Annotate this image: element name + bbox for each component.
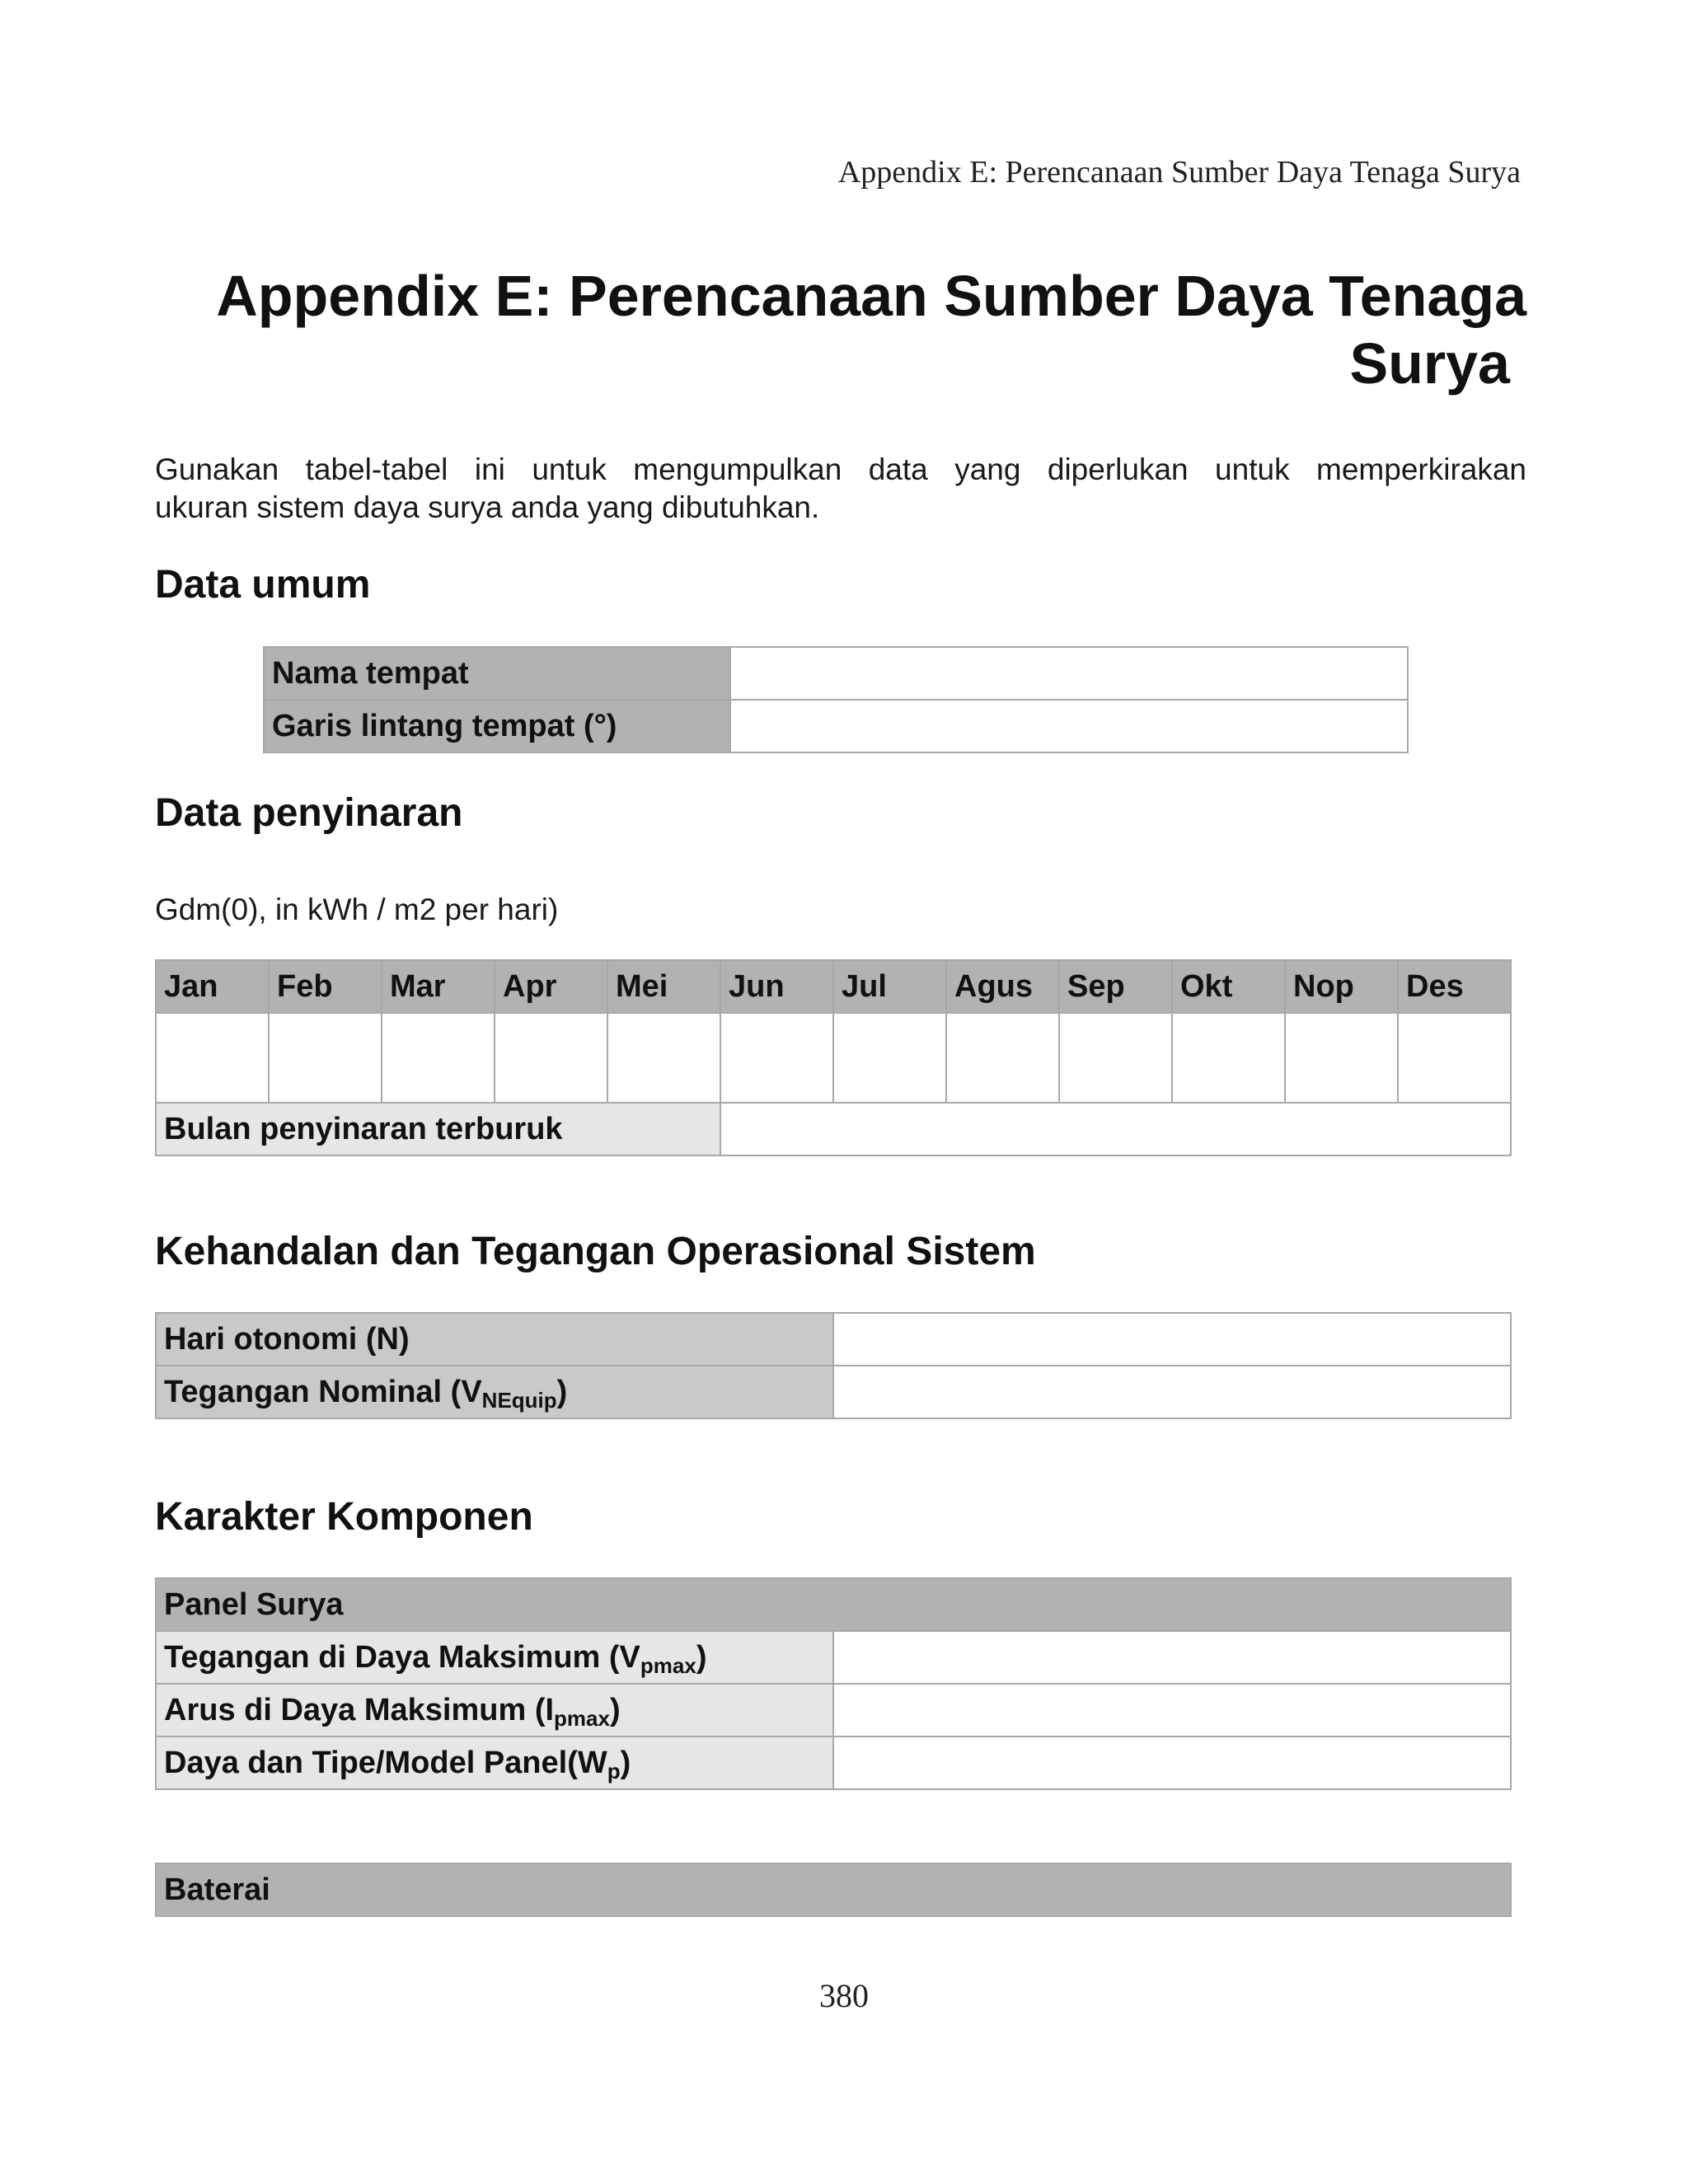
month-value-field[interactable] <box>946 1013 1059 1103</box>
month-header: Apr <box>495 960 607 1013</box>
arus-ipmax-label <box>156 1684 833 1736</box>
section-heading-data-penyinaran: Data penyinaran <box>155 791 463 835</box>
page-number: 380 <box>819 1977 869 2014</box>
table-row <box>156 1684 1511 1736</box>
month-value-field[interactable] <box>1398 1013 1511 1103</box>
label-text: ) <box>609 1692 621 1727</box>
worst-month-label: Bulan penyinaran terburuk <box>156 1103 720 1155</box>
section-heading-data-umum: Data umum <box>155 563 371 607</box>
month-header: Sep <box>1059 960 1172 1013</box>
page-title-line-1: Appendix E: Perencanaan Sumber Daya Tenaga <box>216 264 1526 328</box>
hari-otonomi-label: Hari otonomi (N) <box>156 1313 833 1366</box>
month-header: Nop <box>1285 960 1398 1013</box>
hari-otonomi-field[interactable] <box>833 1313 1511 1366</box>
kehandalan-table <box>155 1312 1512 1419</box>
section-heading-karakter-komponen: Karakter Komponen <box>155 1495 533 1539</box>
nama-tempat-label: Nama tempat <box>264 647 730 700</box>
label-text: ) <box>556 1374 568 1409</box>
baterai-table <box>155 1863 1512 1917</box>
month-header: Agus <box>946 960 1059 1013</box>
tegangan-nominal-field[interactable] <box>833 1366 1511 1418</box>
tegangan-vpmax-label <box>156 1631 833 1684</box>
month-header: Jun <box>720 960 833 1013</box>
intro-paragraph <box>155 451 1526 527</box>
garis-lintang-field[interactable] <box>730 700 1408 752</box>
tegangan-nominal-label <box>156 1366 833 1418</box>
intro-line-1: Gunakan tabel-tabel ini untuk mengumpulkan data yang diperlukan untuk memperkirakan <box>155 452 1526 486</box>
section-heading-kehandalan: Kehandalan dan Tegangan Operasional Sistem <box>155 1230 1036 1273</box>
label-text: ) <box>696 1639 707 1675</box>
running-header: Appendix E: Perencanaan Sumber Daya Tenaga Surya <box>837 155 1521 190</box>
intro-line-2: ukuran sistem daya surya anda yang dibutuhkan. <box>155 490 820 524</box>
panel-surya-table <box>155 1577 1512 1790</box>
irradiation-unit-note: Gdm(0), in kWh / m2 per hari) <box>155 893 559 926</box>
month-header: Mar <box>382 960 495 1013</box>
label-text: Tegangan Nominal (V <box>164 1374 482 1409</box>
label-subscript: pmax <box>640 1652 696 1678</box>
baterai-header: Baterai <box>156 1863 1511 1916</box>
month-value-field[interactable] <box>607 1013 720 1103</box>
label-text: Arus di Daya Maksimum (I <box>164 1692 555 1727</box>
month-value-row <box>156 1013 1511 1103</box>
data-umum-table <box>263 646 1409 753</box>
month-header: Jul <box>833 960 946 1013</box>
month-value-field[interactable] <box>269 1013 382 1103</box>
nama-tempat-field[interactable] <box>730 647 1408 700</box>
label-text: ) <box>620 1745 631 1780</box>
page-title <box>155 262 1526 397</box>
month-header: Okt <box>1172 960 1285 1013</box>
month-value-field[interactable] <box>382 1013 495 1103</box>
daya-panel-wp-label <box>156 1736 833 1789</box>
month-header: Jan <box>156 960 269 1013</box>
month-value-field[interactable] <box>495 1013 607 1103</box>
worst-month-row <box>156 1103 1511 1155</box>
worst-month-field[interactable] <box>720 1103 1511 1155</box>
table-row <box>264 700 1408 752</box>
garis-lintang-label: Garis lintang tempat (°) <box>264 700 730 752</box>
daya-panel-wp-field[interactable] <box>833 1736 1511 1789</box>
month-header: Feb <box>269 960 382 1013</box>
label-subscript: pmax <box>554 1705 610 1731</box>
month-value-field[interactable] <box>156 1013 269 1103</box>
month-value-field[interactable] <box>1172 1013 1285 1103</box>
page-title-line-2: Surya <box>1349 331 1510 396</box>
month-value-field[interactable] <box>1059 1013 1172 1103</box>
month-header-row <box>156 960 1511 1013</box>
month-header: Des <box>1398 960 1511 1013</box>
table-row <box>156 1631 1511 1684</box>
arus-ipmax-field[interactable] <box>833 1684 1511 1736</box>
table-row <box>156 1313 1511 1366</box>
label-subscript: NEquip <box>481 1387 557 1413</box>
table-row <box>156 1863 1511 1916</box>
irradiation-table <box>155 959 1512 1156</box>
label-subscript: p <box>607 1758 621 1783</box>
table-row <box>264 647 1408 700</box>
label-text: Tegangan di Daya Maksimum (V <box>164 1639 640 1675</box>
tegangan-vpmax-field[interactable] <box>833 1631 1511 1684</box>
month-header: Mei <box>607 960 720 1013</box>
table-row <box>156 1366 1511 1418</box>
panel-surya-header: Panel Surya <box>156 1578 1511 1631</box>
table-row <box>156 1736 1511 1789</box>
label-text: Daya dan Tipe/Model Panel(W <box>164 1745 607 1780</box>
month-value-field[interactable] <box>720 1013 833 1103</box>
month-value-field[interactable] <box>1285 1013 1398 1103</box>
month-value-field[interactable] <box>833 1013 946 1103</box>
table-row <box>156 1578 1511 1631</box>
